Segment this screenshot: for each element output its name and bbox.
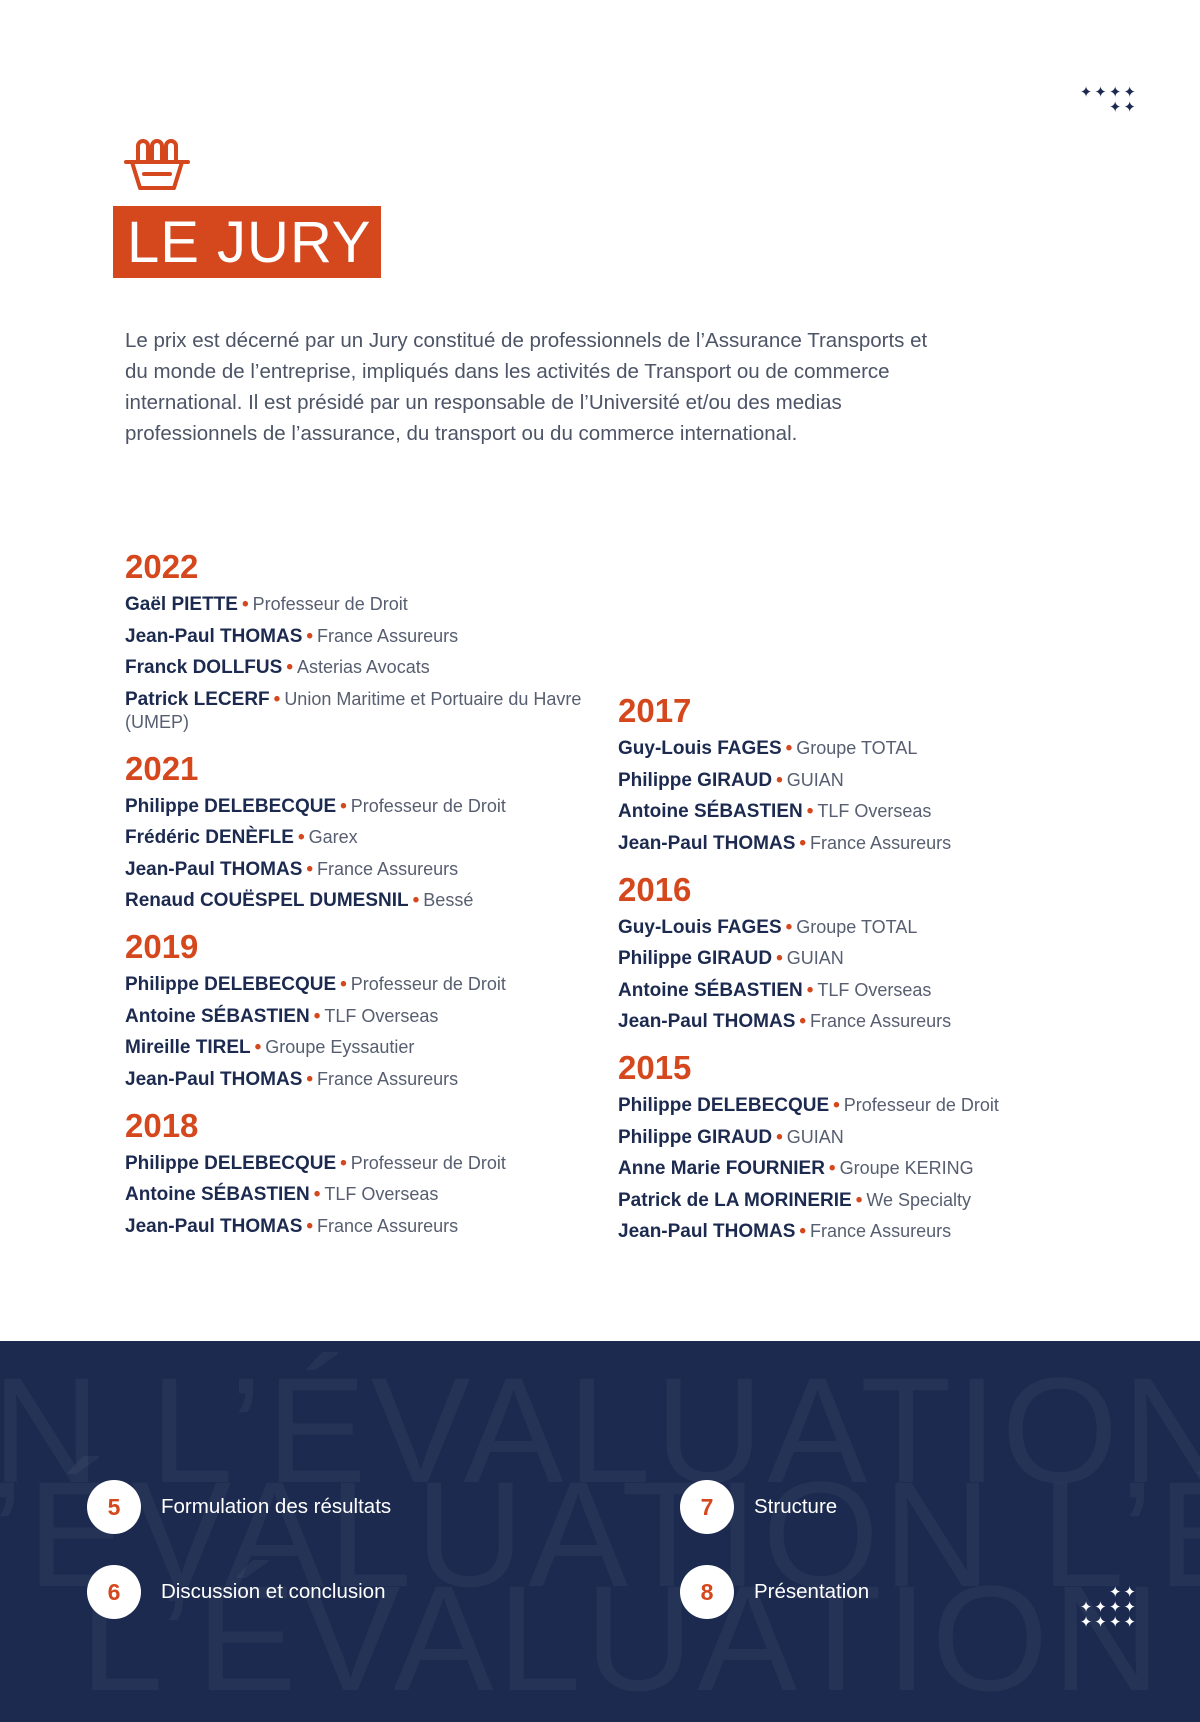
jury-member [125,593,595,616]
separator-bullet: • [799,1221,807,1242]
jury-year-group-2019 [125,927,595,1091]
jury-member [125,1068,595,1091]
nav-number-badge: 8 [680,1565,734,1619]
separator-bullet: • [799,1011,807,1032]
nav-number-badge: 6 [87,1565,141,1619]
member-name: Philippe DELEBECQUE [125,974,337,995]
page-title: LE JURY [127,210,372,275]
jury-member [618,832,1088,855]
separator-bullet: • [412,890,420,911]
jury-year-heading: 2015 [618,1049,692,1086]
member-name: Jean-Paul THOMAS [618,832,796,854]
member-name: Philippe GIRAUD [618,769,773,791]
member-name: Renaud COUËSPEL DUMESNIL [125,890,409,911]
separator-bullet: • [306,1215,314,1237]
member-organization: Groupe TOTAL [796,738,918,758]
separator-bullet: • [297,827,305,848]
jury-year-group-2022 [125,547,595,734]
member-organization: TLF Overseas [324,1184,439,1204]
separator-bullet: • [340,974,347,995]
separator-bullet: • [313,1005,321,1027]
jury-member [618,1220,1088,1243]
jury-year-group-2017 [618,691,1088,855]
member-organization: France Assureurs [317,1068,459,1089]
member-name: Philippe DELEBECQUE [125,1152,337,1174]
jury-year-heading: 2018 [125,1106,199,1144]
member-name: Philippe DELEBECQUE [125,795,337,817]
jury-member [125,688,595,734]
separator-bullet: • [776,769,783,791]
jury-member [618,1010,1088,1033]
jury-member [618,800,1088,823]
separator-bullet: • [785,738,793,759]
member-organization: France Assureurs [317,858,459,879]
member-name: Guy-Louis FAGES [618,738,782,759]
member-organization: France Assureurs [317,625,459,646]
jury-year-heading: 2016 [618,870,692,908]
stars-row: ✦✦✦✦ [1079,1599,1138,1616]
member-organization: Groupe KERING [839,1158,974,1178]
member-name: Jean-Paul THOMAS [125,625,303,647]
jury-year-group-2015 [618,1048,1088,1243]
member-organization: Groupe TOTAL [796,916,918,937]
separator-bullet: • [254,1037,262,1058]
jury-member [125,656,595,679]
title-banner [113,206,381,278]
nav-item-8[interactable] [680,1565,869,1619]
member-organization: Asterias Avocats [296,657,430,677]
separator-bullet: • [828,1158,836,1179]
nav-label: Présentation [754,1580,870,1603]
separator-bullet: • [806,979,814,1001]
member-name: Jean-Paul THOMAS [618,1011,796,1032]
nav-item-6[interactable] [87,1565,385,1619]
separator-bullet: • [833,1095,840,1116]
jury-member [618,1157,1088,1180]
member-name: Antoine SÉBASTIEN [618,979,803,1001]
separator-bullet: • [806,801,814,822]
nav-number-badge: 5 [87,1480,141,1534]
jury-year-group-2018 [125,1106,595,1238]
member-name: Jean-Paul THOMAS [125,1215,303,1237]
jury-member [618,737,1088,760]
separator-bullet: • [855,1189,863,1211]
nav-label: Structure [754,1495,838,1518]
jury-member [618,916,1088,939]
member-organization: GUIAN [786,948,844,968]
separator-bullet: • [273,688,281,710]
nav-item-7[interactable] [680,1480,837,1534]
member-organization: We Specialty [866,1189,972,1210]
jury-year-heading: 2017 [618,692,692,729]
member-organization: Professeur de Droit [350,1152,506,1173]
jury-member [125,858,595,881]
jury-year-group-2021 [125,749,595,913]
stars-row: ✦✦✦✦ [1079,1614,1138,1631]
member-organization: Bessé [423,890,474,910]
jury-year-heading: 2022 [125,548,199,585]
member-organization: France Assureurs [810,1221,952,1241]
jury-member [618,769,1088,792]
member-name: Antoine SÉBASTIEN [125,1184,310,1205]
separator-bullet: • [241,594,249,615]
jury-year-heading: 2019 [125,928,199,965]
jury-member [125,826,595,849]
jury-column-left [125,547,595,1253]
member-organization: Professeur de Droit [843,1095,999,1115]
jury-member [618,1126,1088,1149]
nav-item-5[interactable] [87,1480,391,1534]
nav-label: Formulation des résultats [161,1495,392,1518]
nav-label: Discussion et conclusion [161,1580,386,1603]
jury-member [125,889,595,912]
jury-year-heading: 2021 [125,749,199,787]
stars-row: ✦✦✦✦ [1079,84,1138,101]
jury-member [618,947,1088,970]
member-name: Anne Marie FOURNIER [618,1158,825,1179]
jury-member [125,1183,595,1206]
separator-bullet: • [776,1126,783,1148]
member-organization: TLF Overseas [324,1005,439,1026]
member-name: Gaël PIETTE [125,594,238,615]
member-organization: France Assureurs [810,1011,952,1031]
jury-member [125,1005,595,1028]
member-organization: Professeur de Droit [350,795,506,816]
member-name: Patrick de LA MORINERIE [618,1189,852,1211]
separator-bullet: • [340,1152,347,1174]
separator-bullet: • [785,916,793,938]
member-organization: TLF Overseas [817,801,932,821]
member-organization: Professeur de Droit [252,594,408,614]
member-name: Mireille TIREL [125,1037,251,1058]
stars-row: ✦✦ [1108,99,1138,116]
decorative-stars-top [1080,85,1138,115]
member-name: Guy-Louis FAGES [618,916,782,938]
member-organization: Garex [308,827,358,847]
member-name: Philippe GIRAUD [618,1126,773,1148]
member-name: Philippe GIRAUD [618,948,773,969]
separator-bullet: • [286,657,293,678]
jury-member [618,1094,1088,1117]
jury-column-right [618,691,1088,1258]
footer-navigation [0,1341,1200,1722]
separator-bullet: • [799,832,807,854]
separator-bullet: • [306,1068,314,1090]
separator-bullet: • [306,625,314,647]
jury-member [618,1189,1088,1212]
jury-member [618,979,1088,1002]
member-name: Jean-Paul THOMAS [125,1068,303,1090]
jury-year-group-2016 [618,870,1088,1034]
member-name: Franck DOLLFUS [125,657,283,678]
separator-bullet: • [313,1184,321,1205]
member-name: Antoine SÉBASTIEN [125,1005,310,1027]
intro-paragraph: Le prix est décerné par un Jury constitué de professionnels de l’Assurance Transports et du monde de l’entreprise, impliqués dans les activités de Transport ou de commerce international. Il est présidé par un responsable de l’Université et/ou des medias professionnels de l’assurance, du transport ou du commerce international. [125,329,928,445]
member-organization: Groupe Eyssautier [265,1037,415,1057]
jury-member [125,1215,595,1238]
member-name: Jean-Paul THOMAS [618,1221,796,1242]
separator-bullet: • [340,795,347,817]
member-name: Jean-Paul THOMAS [125,858,303,880]
member-name: Patrick LECERF [125,688,270,710]
jury-member [125,973,595,996]
jury-basket-icon [122,132,192,202]
member-organization: GUIAN [786,769,844,790]
member-organization: Union Maritime et Portuaire du Havre (UMEP) [125,688,582,732]
member-organization: GUIAN [786,1126,844,1147]
jury-member [125,625,595,648]
member-name: Antoine SÉBASTIEN [618,801,803,822]
jury-member [125,795,595,818]
nav-number-badge: 7 [680,1480,734,1534]
separator-bullet: • [306,858,314,880]
member-organization: France Assureurs [317,1215,459,1236]
member-organization: France Assureurs [810,832,952,853]
member-organization: TLF Overseas [817,979,932,1000]
jury-member [125,1152,595,1175]
separator-bullet: • [776,948,783,969]
member-name: Frédéric DENÈFLE [125,827,294,848]
jury-member [125,1036,595,1059]
stars-row: ✦✦ [1108,1584,1138,1601]
member-organization: Professeur de Droit [350,974,506,994]
decorative-stars-bottom [1080,1585,1138,1630]
member-name: Philippe DELEBECQUE [618,1095,830,1116]
